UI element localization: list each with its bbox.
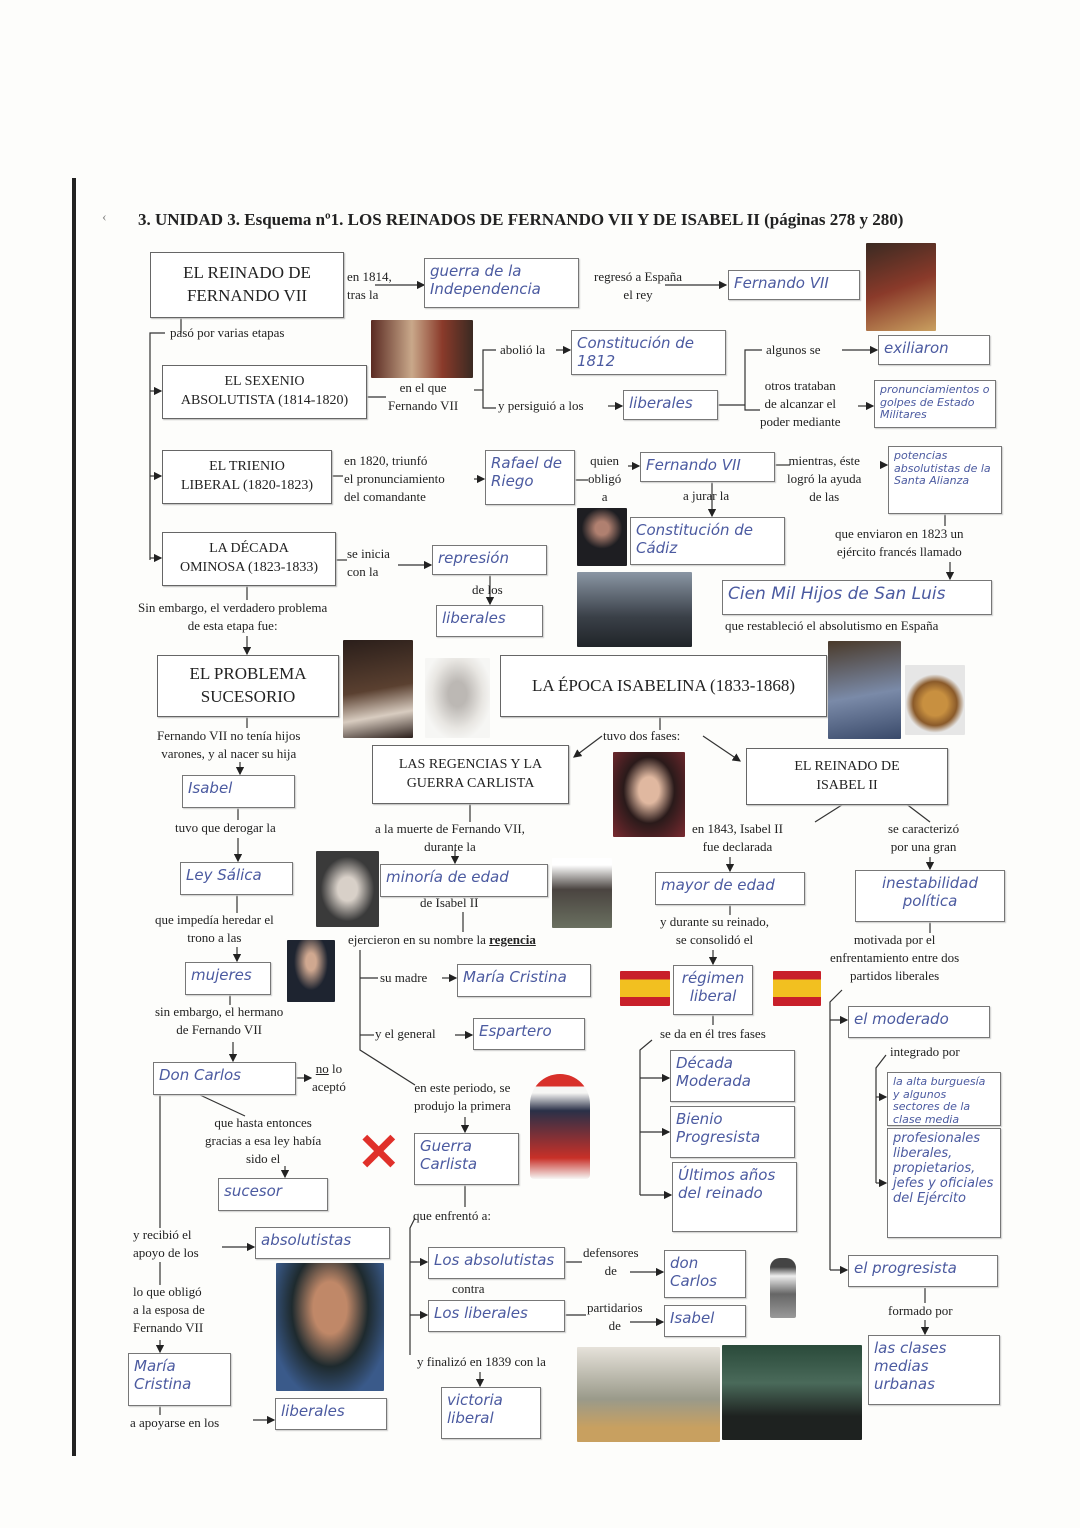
label-se-inicia: se inicia con la xyxy=(347,546,390,580)
isabel-ii-full-portrait-image xyxy=(828,641,901,739)
answer-bienio-progresista: Bienio Progresista xyxy=(670,1106,795,1158)
label-en-1843: en 1843, Isabel II fue declarada xyxy=(692,821,783,855)
label-mientras: mientras, éste logró la ayuda de las xyxy=(787,453,862,505)
answer-alta-burguesia: la alta burguesía y algunos sectores de la clase media xyxy=(887,1072,1001,1126)
label-no: no xyxy=(315,1061,329,1076)
label-impedia: que impedía heredar el trono a las xyxy=(155,912,274,946)
child-portrait-image xyxy=(316,851,379,927)
answer-exiliaron: exiliaron xyxy=(878,335,990,365)
equestrian-statue-image xyxy=(552,858,612,928)
label-hasta-entonces: que hasta entonces gracias a esa ley había sido el xyxy=(205,1115,322,1167)
answer-absolutistas: absolutistas xyxy=(255,1227,390,1259)
label-quien-obligo: quien obligó a xyxy=(588,453,622,505)
label-obligo: lo que obligó a la esposa de Fernando VII xyxy=(133,1284,205,1336)
answer-isabel: Isabel xyxy=(182,775,295,808)
label-ejercieron xyxy=(348,931,536,949)
label-lo-acepto: lo aceptó xyxy=(312,1061,346,1095)
answer-liberales-3: liberales xyxy=(275,1398,387,1430)
box-decada-ominosa: LA DÉCADA OMINOSA (1823-1833) xyxy=(162,532,336,586)
answer-ultimos-anos: Últimos años del reinado xyxy=(672,1162,797,1232)
answer-inestabilidad-politica: inestabilidad política xyxy=(855,870,1005,922)
answer-liberales: liberales xyxy=(623,390,718,420)
answer-constitucion-1812: Constitución de 1812 xyxy=(571,330,726,375)
label-algunos: algunos se xyxy=(766,342,821,357)
answer-sucesor: sucesor xyxy=(218,1178,328,1211)
label-enfrento: que enfrentó a: xyxy=(413,1208,491,1223)
crown-image xyxy=(905,665,965,735)
label-no-lo-acepto xyxy=(312,1060,346,1096)
label-caracterizo: se caracterizó por una gran xyxy=(888,821,960,855)
label-apoyarse: a apoyarse en los xyxy=(130,1415,220,1430)
label-en-1814: en 1814, tras la xyxy=(347,269,392,303)
box-reinado-fernando-vii: EL REINADO DE FERNANDO VII xyxy=(150,252,344,318)
page-edge-mark: ‹ xyxy=(102,210,107,225)
label-su-madre: su madre xyxy=(380,970,428,985)
label-periodo: en este periodo, se produjo la primera xyxy=(414,1080,511,1114)
answer-don-carlos-2: don Carlos xyxy=(664,1250,746,1298)
spain-flag-right-image xyxy=(773,971,821,1006)
answer-regimen-liberal: régimen liberal xyxy=(673,965,753,1015)
label-persiguio: y persiguió a los xyxy=(498,398,584,413)
answer-el-progresista: el progresista xyxy=(848,1255,998,1287)
answer-cien-mil-hijos: Cien Mil Hijos de San Luis xyxy=(722,580,992,615)
label-partidarios: partidarios de xyxy=(587,1300,643,1334)
answer-maria-cristina-2: María Cristina xyxy=(128,1353,231,1406)
label-jurar: a jurar la xyxy=(683,488,730,503)
label-sin-embargo: Sin embargo, el verdadero problema de esta etapa fue: xyxy=(138,600,328,634)
label-de-los: de los xyxy=(472,582,503,597)
crowd-painting-image xyxy=(722,1345,862,1440)
label-integrado: integrado por xyxy=(890,1044,960,1059)
fernando-vii-portrait-image xyxy=(866,243,936,331)
label-formado: formado por xyxy=(888,1303,953,1318)
answer-liberales-2: liberales xyxy=(436,605,543,637)
answer-espartero: Espartero xyxy=(473,1018,585,1050)
box-sexenio-absolutista: EL SEXENIO ABSOLUTISTA (1814-1820) xyxy=(162,365,367,419)
box-regencias-guerra-carlista: LAS REGENCIAS Y LA GUERRA CARLISTA xyxy=(372,745,569,804)
answer-el-moderado: el moderado xyxy=(848,1006,990,1038)
answer-decada-moderada: Década Moderada xyxy=(670,1050,795,1102)
label-en-el-que: en el que Fernando VII xyxy=(388,380,459,414)
answer-constitucion-cadiz: Constitución de Cádiz xyxy=(630,517,785,565)
label-de-isabel-ii: de Isabel II xyxy=(420,895,479,910)
don-carlos-portrait-image xyxy=(276,1263,384,1391)
answer-fernando-vii-2: Fernando VII xyxy=(640,452,775,482)
label-derogar: tuvo que derogar la xyxy=(175,820,276,835)
fernando-seated-portrait-image xyxy=(343,640,413,738)
isabel-engraving-image xyxy=(425,658,490,738)
label-ejercieron-text: ejercieron en su nombre la xyxy=(348,932,486,947)
label-motivada: motivada por el enfrentamiento entre dos partidos liberales xyxy=(830,932,960,984)
sexenio-painting-image xyxy=(371,320,473,378)
box-problema-sucesorio: EL PROBLEMA SUCESORIO xyxy=(157,655,339,717)
burgundy-cross-icon: ✕ xyxy=(357,1125,401,1182)
answer-guerra-carlista: Guerra Carlista xyxy=(414,1133,519,1185)
label-dos-fases: tuvo dos fases: xyxy=(603,728,681,743)
label-recibio: y recibió el apoyo de los xyxy=(133,1227,199,1261)
page-title: 3. UNIDAD 3. Esquema nº1. LOS REINADOS DE FERNANDO VII Y DE ISABEL II (páginas 278 y 280) xyxy=(138,210,904,229)
maria-cristina-portrait-image xyxy=(287,940,335,1002)
answer-represion: represión xyxy=(432,545,547,575)
label-regencia: regencia xyxy=(489,932,536,947)
answer-mayor-de-edad: mayor de edad xyxy=(655,872,805,905)
answer-potencias-santa-alianza: potencias absolutistas de la Santa Alianza xyxy=(888,446,1002,514)
answer-minoria-de-edad: minoría de edad xyxy=(380,864,548,897)
label-en-1820: en 1820, triunfó el pronunciamiento del comandante xyxy=(344,453,445,505)
answer-pronunciamientos: pronunciamientos o golpes de Estado Militares xyxy=(874,380,996,428)
espartero-figure-image xyxy=(530,1074,590,1179)
answer-los-absolutistas: Los absolutistas xyxy=(428,1247,565,1279)
label-abolio: abolió la xyxy=(500,342,546,357)
label-paso-etapas: pasó por varias etapas xyxy=(170,325,285,340)
label-muerte-fernando: a la muerte de Fernando VII, durante la xyxy=(375,821,525,855)
box-trienio-liberal: EL TRIENIO LIBERAL (1820-1823) xyxy=(162,450,332,504)
label-tres-fases: se da en él tres fases xyxy=(660,1026,766,1041)
label-regreso: regresó a España el rey xyxy=(594,269,683,303)
answer-guerra-independencia: guerra de la Independencia xyxy=(424,258,579,308)
spain-flag-left-image xyxy=(620,971,670,1006)
answer-don-carlos: Don Carlos xyxy=(153,1062,296,1095)
label-hermano: sin embargo, el hermano de Fernando VII xyxy=(155,1004,284,1038)
label-durante-reinado: y durante su reinado, se consolidó el xyxy=(660,914,770,948)
answer-fernando-vii: Fernando VII xyxy=(728,270,860,300)
battle-painting-image xyxy=(577,1347,720,1442)
isabel-ii-portrait-image xyxy=(613,752,685,837)
answer-mujeres: mujeres xyxy=(185,962,271,995)
soldier-figure-image xyxy=(770,1258,796,1318)
box-epoca-isabelina: LA ÉPOCA ISABELINA (1833-1868) xyxy=(500,655,827,717)
label-no-tenia-hijos: Fernando VII no tenía hijos varones, y al nacer su hija xyxy=(157,728,301,762)
riego-portrait-image xyxy=(577,508,627,566)
label-defensores: defensores de xyxy=(583,1245,639,1279)
label-contra: contra xyxy=(452,1281,485,1296)
answer-profesionales: profesionales liberales, propietarios, jefes y oficiales del Ejército xyxy=(887,1128,1001,1238)
label-restablecio: que restableció el absolutismo en España xyxy=(725,618,939,633)
answer-isabel-2: Isabel xyxy=(664,1305,746,1337)
answer-ley-salica: Ley Sálica xyxy=(180,862,293,895)
label-general: y el general xyxy=(375,1026,436,1041)
label-otros: otros trataban de alcanzar el poder mediante xyxy=(760,378,841,430)
label-enviaron: que enviaron en 1823 un ejército francés llamado xyxy=(835,526,964,560)
label-finalizo: y finalizó en 1839 con la xyxy=(417,1354,546,1369)
answer-rafael-de-riego: Rafael de Riego xyxy=(485,450,575,505)
answer-clases-medias: las clases medias urbanas xyxy=(868,1335,1000,1405)
answer-los-liberales: Los liberales xyxy=(428,1300,565,1332)
box-reinado-isabel-ii: EL REINADO DE ISABEL II xyxy=(746,748,948,805)
answer-maria-cristina: María Cristina xyxy=(457,964,591,997)
fusilamientos-painting-image xyxy=(577,572,692,647)
answer-victoria-liberal: victoria liberal xyxy=(441,1387,541,1439)
